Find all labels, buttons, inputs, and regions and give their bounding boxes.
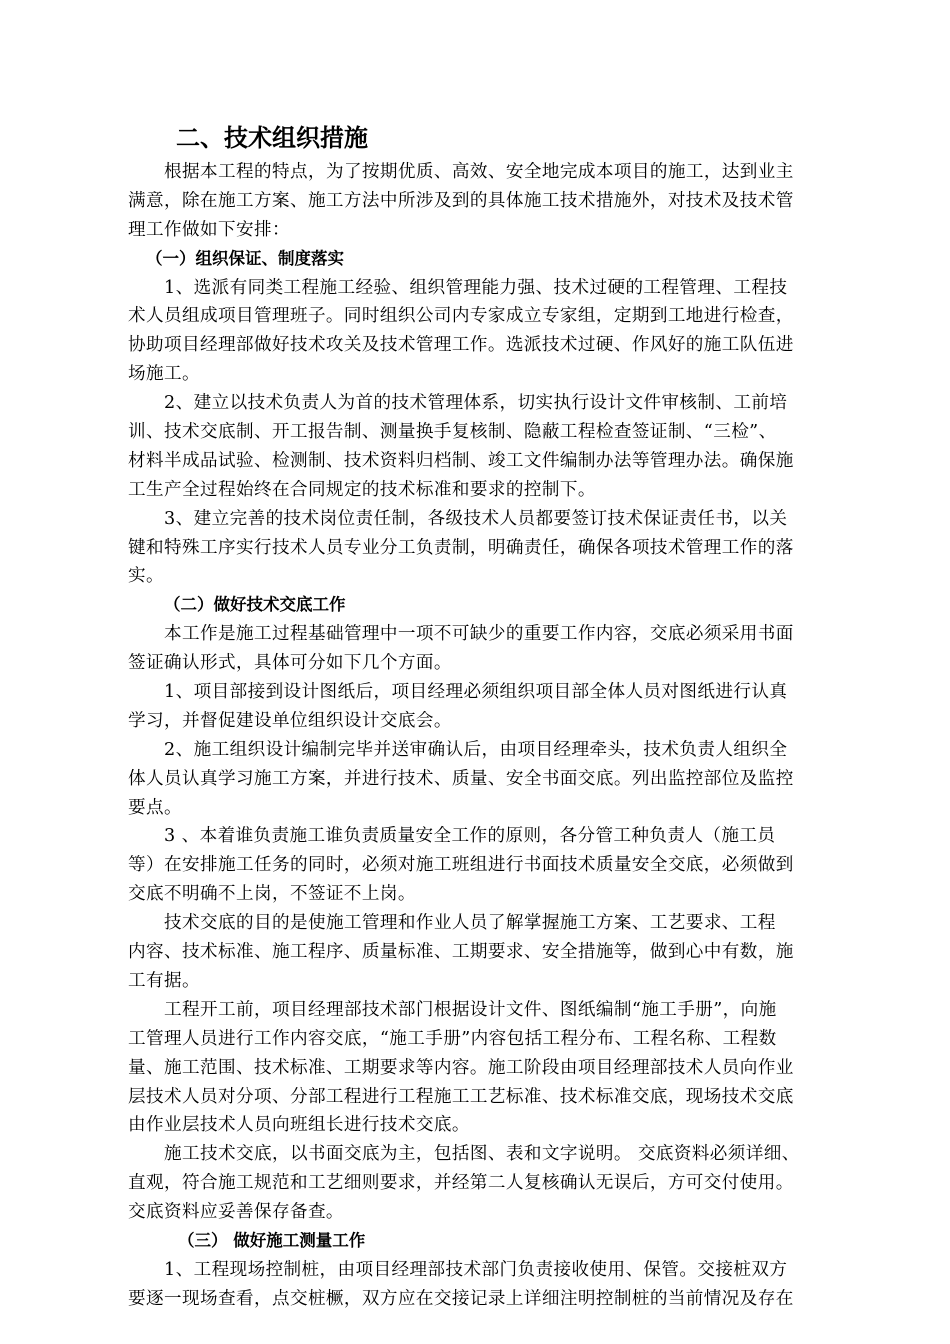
paragraph-line: 本工作是施工过程基础管理中一项不可缺少的重要工作内容，交底必须采用书面 [164, 624, 794, 645]
section-heading: （三） 做好施工测量工作 [178, 1230, 366, 1250]
paragraph-line: 交底资料应妥善保存备查。 [128, 1202, 344, 1223]
paragraph-line: 技术交底的目的是使施工管理和作业人员了解掌握施工方案、工艺要求、工程 [164, 913, 776, 934]
paragraph-line: 工程开工前，项目经理部技术部门根据设计文件、图纸编制“施工手册”，向施 [164, 999, 777, 1020]
paragraph-line: 键和特殊工序实行技术人员专业分工负责制，明确责任，确保各项技术管理工作的落 [128, 537, 794, 558]
paragraph [128, 996, 838, 1140]
paragraph-line: 2、建立以技术负责人为首的技术管理体系，切实执行设计文件审核制、工前培 [164, 393, 788, 414]
document-page [128, 118, 838, 1314]
paragraph-line: 1、选派有同类工程施工经验、组织管理能力强、技术过硬的工程管理、工程技 [164, 277, 788, 298]
paragraph [128, 158, 838, 245]
paragraph-line: 量、施工范围、技术标准、工期要求等内容。施工阶段由项目经理部技术人员向作业 [128, 1057, 794, 1078]
section-heading: （一）组织保证、制度落实 [146, 248, 344, 268]
section-title: 二、技术组织措施 [176, 124, 368, 152]
paragraph [128, 678, 838, 736]
paragraph-line: 工生产全过程始终在合同规定的技术标准和要求的控制下。 [128, 479, 596, 500]
paragraph-line: 实。 [128, 566, 164, 587]
paragraph-line: 训、技术交底制、开工报告制、测量换手复核制、隐蔽工程检查签证制、“三检”、 [128, 422, 777, 443]
section-heading: （二）做好技术交底工作 [164, 595, 346, 615]
paragraph-line: 要点。 [128, 797, 182, 818]
paragraph-line: 学习，并督促建设单位组织设计交底会。 [128, 710, 452, 731]
paragraph [128, 736, 838, 823]
paragraph-line: 场施工。 [128, 364, 200, 385]
paragraph-line: 满意，除在施工方案、施工方法中所涉及到的具体施工技术措施外，对技术及技术管 [128, 190, 794, 211]
paragraph-line: 3 、本着谁负责施工谁负责质量安全工作的原则，各分管工种负责人（施工员 [164, 826, 776, 847]
paragraph [128, 389, 838, 505]
paragraph [128, 909, 838, 996]
paragraph-line: 理工作做如下安排： [128, 219, 290, 240]
paragraph-line: 工管理人员进行工作内容交底，“施工手册”内容包括工程分布、工程名称、工程数 [128, 1028, 777, 1049]
paragraph [128, 1256, 838, 1314]
paragraph-line: 3、建立完善的技术岗位责任制，各级技术人员都要签订技术保证责任书，以关 [164, 508, 788, 529]
paragraph-line: 等）在安排施工任务的同时，必须对施工班组进行书面技术质量安全交底，必须做到 [128, 855, 794, 876]
paragraph [128, 822, 838, 909]
paragraph-line: 体人员认真学习施工方案，并进行技术、质量、安全书面交底。列出监控部位及监控 [128, 768, 794, 789]
paragraph-line: 术人员组成项目管理班子。同时组织公司内专家成立专家组，定期到工地进行检查， [128, 306, 794, 327]
paragraph [128, 1140, 838, 1227]
paragraph-line: 材料半成品试验、检测制、技术资料归档制、竣工文件编制办法等管理办法。确保施 [128, 450, 794, 471]
paragraph [128, 505, 838, 592]
paragraph-line: 签证确认形式，具体可分如下几个方面。 [128, 653, 452, 674]
paragraph-line: 2、施工组织设计编制完毕并送审确认后，由项目经理牵头，技术负责人组织全 [164, 739, 788, 760]
paragraph [128, 274, 838, 390]
paragraph-line: 交底不明确不上岗，不签证不上岗。 [128, 884, 416, 905]
paragraph-line: 层技术人员对分项、分部工程进行工程施工工艺标准、技术标准交底，现场技术交底 [128, 1086, 794, 1107]
paragraph-line: 协助项目经理部做好技术攻关及技术管理工作。选派技术过硬、作风好的施工队伍进 [128, 335, 794, 356]
paragraph-line: 由作业层技术人员向班组长进行技术交底。 [128, 1115, 470, 1136]
paragraph-line: 根据本工程的特点，为了按期优质、高效、安全地完成本项目的施工，达到业主 [164, 162, 794, 182]
paragraph-line: 内容、技术标准、施工程序、质量标准、工期要求、安全措施等，做到心中有数，施 [128, 942, 794, 963]
paragraph-line: 直观，符合施工规范和工艺细则要求，并经第二人复核确认无误后，方可交付使用。 [128, 1173, 794, 1194]
paragraph-line: 1、工程现场控制桩，由项目经理部技术部门负责接收使用、保管。交接桩双方 [164, 1259, 788, 1280]
paragraph-line: 施工技术交底，以书面交底为主，包括图、表和文字说明。 交底资料必须详细、 [164, 1144, 800, 1165]
paragraph-line: 1、项目部接到设计图纸后，项目经理必须组织项目部全体人员对图纸进行认真 [164, 682, 788, 703]
paragraph-line: 要逐一现场查看，点交桩橛，双方应在交接记录上详细注明控制桩的当前情况及存在 [128, 1288, 794, 1309]
document-body [128, 158, 838, 1314]
paragraph [128, 620, 838, 678]
paragraph-line: 工有据。 [128, 970, 200, 991]
